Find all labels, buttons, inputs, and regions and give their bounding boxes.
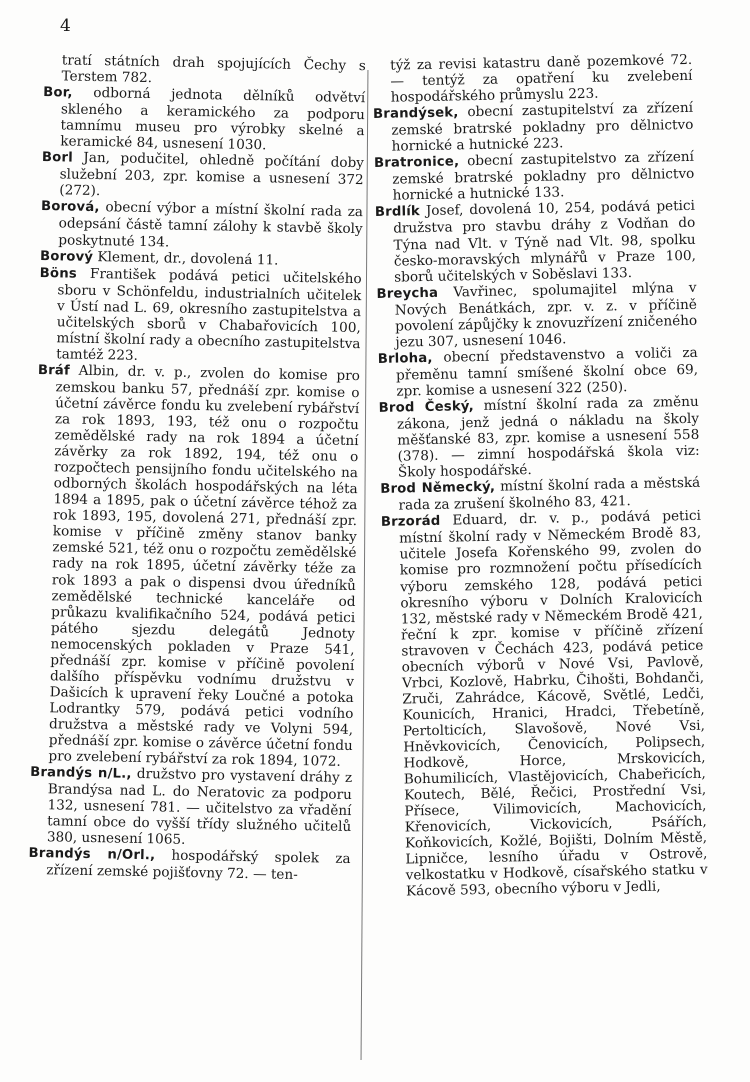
entry-heading: Brandýsek, <box>372 105 459 123</box>
left-column <box>28 52 366 884</box>
entry-text: Albin, dr. v. p., zvolen do komise pro zemskou banku 57, přednáší zpr. komise o účetní závěrce fondu ku zvelebení rybářství za rok 1893, 193, též onu o rozpočtu zemědělské rady na rok 1894 a účetní závěrky za rok 1892, 194, též onu o rozpočtech pensijního fondu učitelského na odborných školách hospodářských na léta 1894 a 1895, pak o účetní závěrce téhož za rok 1893, 195, dovolená 271, přednáší zpr. komise v příčině změny stanov banky zemské 521, též onu o rozpočtu zemědělské rady na rok 1895, účetní závěrky téže za rok 1893 a pak o dispensi dvou úředníků zemědělské technické kanceláře od průkazu kvalifikačního 524, podává petici pátého sjezdu delegátů Jednoty nemocenských pokladen v Praze 541, přednáší zpr. komise v příčině povolení dalšího příspěvku vodnímu družstvu v Dašicích k upravení řeky Loučné a potoka Lodrantky 579, podává petici vodního družstva a městské rady ve Volyni 594, přednáší zpr. komise o závěrce účetní fondu pro zvelebení rybářství za rok 1894, 1072. <box>48 362 360 770</box>
entry-heading: Borová, <box>40 199 100 216</box>
entry-heading: Brzorád <box>380 514 441 531</box>
entry-heading: Borl <box>41 150 74 166</box>
entry-heading: Brod Německý, <box>380 479 496 498</box>
index-entry <box>374 149 695 204</box>
entry-text: odborná jednota dělníků odvětví skleného a keramického za podporu tamnímu museu pro výrobky skelné a keramické 84, usnesení 1030. <box>60 84 366 154</box>
index-entry <box>42 84 365 155</box>
entry-text: družstvo pro vystavení dráhy z Brandýsa nad L. do Neratovic za podporu 132, usnesení 781. — učitelstvo za vřadění tamní obce do vyšší třídy služného učitelů 380, usnesení 1065. <box>46 765 353 849</box>
index-entry <box>378 345 699 400</box>
page-number: 4 <box>60 16 71 36</box>
entry-heading: Böns <box>39 265 78 282</box>
entry-heading: Breycha <box>376 285 439 302</box>
entry-text: obecní zastupitelství za zřízení zemské bratrské pokladny pro dělnictvo hornické a hutnické 223. <box>391 99 694 155</box>
entry-heading: Bráf <box>37 362 71 379</box>
entry-text: obecní představenstvo a voliči za přeměnu tamní smíšené školní obce 69, zpr. komise a usnesení 322 (250). <box>395 344 699 400</box>
entry-heading: Bratronice, <box>373 154 460 172</box>
entry-heading: Brandýs n/Orl., <box>28 846 156 864</box>
right-column <box>372 52 708 900</box>
index-entry <box>381 508 708 900</box>
index-entry <box>372 52 693 106</box>
index-entry <box>29 764 353 851</box>
entry-heading: Brloha, <box>377 350 433 367</box>
index-entry <box>30 362 360 770</box>
entry-text: tratí státních drah spojujících Čechy s Terstem 782. <box>61 52 366 87</box>
index-entry <box>375 198 697 285</box>
entry-text: Klement, dr., dovolená 11. <box>93 248 279 269</box>
index-entry <box>28 845 351 884</box>
index-entry <box>40 198 363 253</box>
index-entry <box>38 265 362 368</box>
index-entry <box>379 394 701 481</box>
entry-text: Vavřinec, spolumajitel mlýna v Nových Benátkách, zpr. v. z. v příčině povolení zápůjčky k znovuzřízení zničeného jezu 307, usnesení 1046. <box>394 279 698 351</box>
index-entry <box>373 100 694 155</box>
entry-text: Josef, dovolená 10, 254, podává petici družstva pro stavbu dráhy z Vodňan do Týna nad Vlt. v Týně nad Vlt. 98, spolku česko-moravských mlynářů v Praze 100, sborů učitelských v Soběslavi 133. <box>393 198 697 286</box>
entry-heading: Brod Český, <box>378 399 474 416</box>
entry-text: týž za revisi katastru daně pozemkové 72. — tentýž za opatření ku zvelebení hospodářského průmyslu 223. <box>389 51 693 106</box>
entry-heading: Brandýs n/L., <box>30 764 132 782</box>
entry-text: obecní výbor a místní školní rada za odepsání částě tamní zálohy k stavbě školy poskytnuté 134. <box>58 199 364 250</box>
entry-heading: Borový <box>39 248 94 265</box>
entry-heading: Brdlík <box>374 204 421 221</box>
entry-text: hospodářský spolek za zřízení zemské pojišťovny 72. — ten- <box>46 847 351 884</box>
entry-text: místní školní rada za změnu zákona, jenž jedná o nákladu na školy měšťanské 83, zpr. komise a usnesení 558 (378). — zimní hospodářská škola viz: Školy hospodářské. <box>396 393 700 481</box>
index-entry <box>376 279 697 350</box>
entry-heading: Bor, <box>43 85 73 101</box>
entry-text: Jan, podučitel, ohledně počítání doby služební 203, zpr. komise a usnesení 372 (272). <box>59 149 365 200</box>
index-entry <box>41 149 364 204</box>
entry-text: František podává petici učitelského sboru v Schönfeldu, industrialních učitelek v Ústí nad L. 69, okresního zastupitelstva a učitelských sborů v Chabařovicích 100, místní školní rady a obecního zastupitelstva tamtéž 223. <box>56 265 362 364</box>
entry-text: Eduard, dr. v. p., podává petici místní školní rady v Německém Brodě 83, učitele Josefa Kořenského 99, zvolen do komise pro rozmnožení počtu přísedících výboru zemského 128, podává petici okresního výboru v Dolních Kralovicích 132, městské rady v Německém Brodě 421, řeční k zpr. komise v příčině zřízení stravoven v Čechách 423, podává petice obecních výborů v Nové Vsi, Pavlově, Vrbci, Kozlově, Habrku, Čihošti, Bohdanči, Zruči, Zahrádce, Kácově, Světlé, Ledči, Kounicích, Hranici, Hradci, Třebetíně, Pertolticích, Slavošově, Nové Vsi, Hněvkovicích, Čenovicích, Polipsech, Hodkově, Horce, Mrskovicích, Bohumilicích, Vlastějovicích, Chabeřicích, Koutech, Bělé, Řečici, Prostřední Vsi, Přísece, Vilimovicích, Machovicích, Křenovicích, Vickovicích, Psářích, Koňkovicích, Kožlé, Bojišti, Dolním Městě, Lipničce, lesního úřadu v Ostrově, velkostatku v Hodkově, císařského statku v Kácově 593, obecního výboru v Jedli, <box>399 508 708 900</box>
entry-text: místní školní rada a městská rada za zrušení školného 83, 421. <box>398 474 701 514</box>
entry-text: obecní zastupitelstvo za zřízení zemské bratrské pokladny pro dělnictvo hornické a hutnické 133. <box>392 149 695 205</box>
